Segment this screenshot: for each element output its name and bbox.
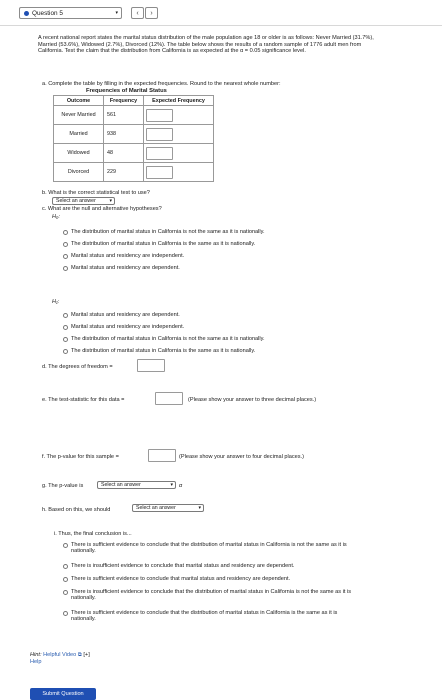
frequency-cell: 561 xyxy=(104,106,144,125)
radio-icon[interactable] xyxy=(63,349,68,354)
external-link-icon: ⧉ xyxy=(77,652,82,658)
h0-option[interactable]: The distribution of marital status in California is not the same as it is nationally. xyxy=(63,229,265,235)
select-value: Select an answer xyxy=(56,198,96,204)
part-d-label: d. The degrees of freedom = xyxy=(42,364,113,370)
radio-icon[interactable] xyxy=(63,254,68,259)
frequency-cell: 48 xyxy=(104,144,144,163)
p-value-input[interactable] xyxy=(148,449,176,462)
part-e-note: (Please show your answer to three decimal places.) xyxy=(188,397,317,403)
helpful-video-link[interactable]: Helpful Video xyxy=(43,652,77,658)
p-value-comparison-select[interactable] xyxy=(97,481,176,489)
table-row xyxy=(54,106,214,125)
select-value: Select an answer xyxy=(101,482,141,488)
table-row xyxy=(54,125,214,144)
h0-label: H₀: xyxy=(52,214,60,220)
radio-icon[interactable] xyxy=(63,543,68,548)
divider xyxy=(0,25,442,26)
chevron-down-icon: ▾ xyxy=(170,482,173,488)
part-e-label: e. The test-statistic for this data = xyxy=(42,397,125,403)
part-f-label: f. The p-value for this sample = xyxy=(42,454,119,460)
expected-frequency-input[interactable] xyxy=(146,166,173,179)
table-row xyxy=(54,144,214,163)
alpha-symbol: α xyxy=(179,483,183,489)
radio-icon[interactable] xyxy=(63,337,68,342)
radio-icon[interactable] xyxy=(63,266,68,271)
part-a-instruction: a. Complete the table by filling in the expected frequencies. Round to the nearest whole number: xyxy=(42,81,281,87)
radio-icon[interactable] xyxy=(63,577,68,582)
h0-option[interactable]: Marital status and residency are dependent. xyxy=(63,265,180,271)
frequency-cell: 938 xyxy=(104,125,144,144)
expand-toggle[interactable]: [+] xyxy=(83,652,90,658)
radio-icon[interactable] xyxy=(63,230,68,235)
radio-icon[interactable] xyxy=(63,590,68,595)
chevron-down-icon: ▾ xyxy=(109,198,112,204)
part-b-question: b. What is the correct statistical test to use? xyxy=(42,190,150,196)
frequency-table xyxy=(53,95,214,182)
h1-option[interactable]: The distribution of marital status in California is the same as it is nationally. xyxy=(63,348,255,354)
question-prompt: A recent national report states the marital status distribution of the male population age 18 or older is as follows: Never Married (31.7%), Married (53.6%), Widowed (2.7%), Divorced (12%). The table below shows the results of a random sample of 1776 adult men from California. Test the claim that the distribution from California is as expected at the α = 0.05 significance level. xyxy=(38,35,374,55)
part-c-question: c. What are the null and alternative hypotheses? xyxy=(42,206,162,212)
column-header: Outcome xyxy=(54,96,104,106)
status-dot-icon xyxy=(24,11,29,16)
question-selector[interactable] xyxy=(19,7,122,19)
h1-option[interactable]: The distribution of marital status in California is not the same as it is nationally. xyxy=(63,336,265,342)
help-link[interactable]: Help xyxy=(30,659,42,665)
conclusion-option[interactable]: There is insufficient evidence to conclude that marital status and residency are dependent. xyxy=(63,563,353,569)
radio-icon[interactable] xyxy=(63,242,68,247)
h1-option[interactable]: Marital status and residency are independent. xyxy=(63,324,184,330)
part-h-label: h. Based on this, we should xyxy=(42,507,111,513)
conclusion-option[interactable]: There is sufficient evidence to conclude that the distribution of marital status in California is not the same as it is nationally. xyxy=(63,542,353,555)
outcome-cell: Divorced xyxy=(54,163,104,182)
degrees-of-freedom-input[interactable] xyxy=(137,359,165,372)
prev-question-button[interactable] xyxy=(131,7,144,19)
column-header: Expected Frequency xyxy=(144,96,214,106)
table-row xyxy=(54,163,214,182)
h1-label: H₁: xyxy=(52,299,60,305)
select-value: Select an answer xyxy=(136,505,176,511)
test-statistic-input[interactable] xyxy=(155,392,183,405)
outcome-cell: Never Married xyxy=(54,106,104,125)
radio-icon[interactable] xyxy=(63,611,68,616)
hint-line xyxy=(30,652,90,658)
part-g-label: g. The p-value is xyxy=(42,483,84,489)
outcome-cell: Widowed xyxy=(54,144,104,163)
radio-icon[interactable] xyxy=(63,325,68,330)
expected-frequency-input[interactable] xyxy=(146,128,173,141)
test-type-select[interactable] xyxy=(52,197,115,205)
table-title: Frequencies of Marital Status xyxy=(86,88,167,94)
part-i-label: i. Thus, the final conclusion is... xyxy=(54,531,132,537)
column-header: Frequency xyxy=(104,96,144,106)
conclusion-option[interactable]: There is insufficient evidence to conclude that the distribution of marital status in California is not the same as it is nationally. xyxy=(63,589,353,602)
chevron-down-icon: ▾ xyxy=(198,505,201,511)
conclusion-option[interactable]: There is sufficient evidence to conclude that marital status and residency are dependent. xyxy=(63,576,353,582)
h0-option[interactable]: The distribution of marital status in California is the same as it is nationally. xyxy=(63,241,255,247)
expected-frequency-input[interactable] xyxy=(146,109,173,122)
outcome-cell: Married xyxy=(54,125,104,144)
chevron-left-icon: ‹ xyxy=(136,9,139,17)
radio-icon[interactable] xyxy=(63,313,68,318)
expected-frequency-input[interactable] xyxy=(146,147,173,160)
decision-select[interactable] xyxy=(132,504,204,512)
chevron-right-icon: › xyxy=(150,9,153,17)
question-label: Question 5 xyxy=(32,9,63,17)
next-question-button[interactable] xyxy=(145,7,158,19)
frequency-cell: 229 xyxy=(104,163,144,182)
hint-label: Hint: xyxy=(30,652,42,658)
submit-question-button[interactable]: Submit Question xyxy=(30,688,96,700)
h1-option[interactable]: Marital status and residency are dependent. xyxy=(63,312,180,318)
chevron-down-icon: ▾ xyxy=(115,10,118,16)
part-f-note: (Please show your answer to four decimal places.) xyxy=(179,454,304,460)
conclusion-option[interactable]: There is sufficient evidence to conclude that the distribution of marital status in California is the same as it is nationally. xyxy=(63,610,353,623)
h0-option[interactable]: Marital status and residency are independent. xyxy=(63,253,184,259)
radio-icon[interactable] xyxy=(63,564,68,569)
